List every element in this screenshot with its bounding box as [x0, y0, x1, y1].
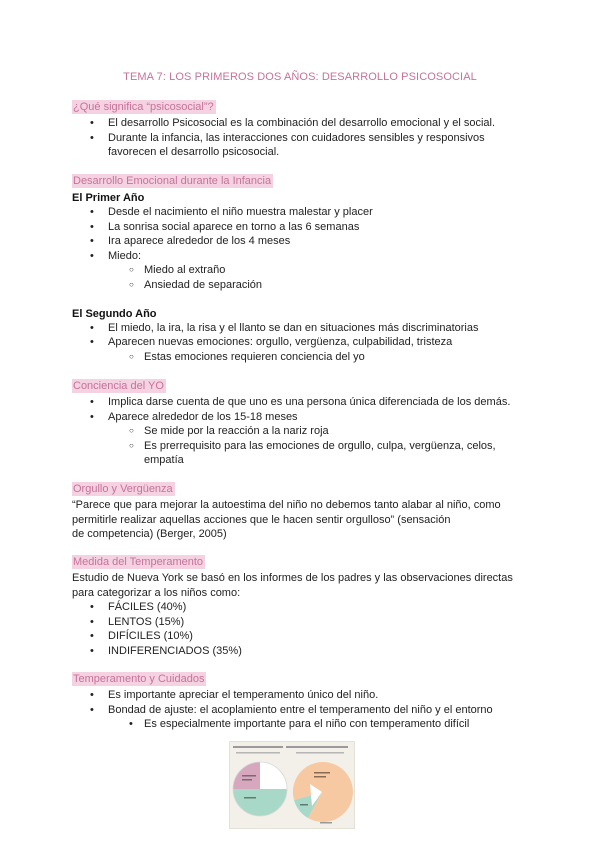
list-item: • Es importante apreciar el temperamento único del niño.: [72, 688, 493, 703]
section-psicosocial: [72, 100, 495, 160]
page-title: TEMA 7: LOS PRIMEROS DOS AÑOS: DESARROLLO PSICOSOCIAL: [123, 71, 477, 83]
list-item: • El desarrollo Psicosocial es la combinación del desarrollo emocional y el social.: [72, 116, 495, 131]
subheading: El Segundo Año: [72, 307, 157, 320]
figure-graphic: [230, 742, 354, 828]
list-item-continuation: favorecen el desarrollo psicosocial.: [108, 146, 280, 159]
list-item: • FÁCILES (40%): [72, 600, 522, 615]
section-heading: Temperamento y Cuidados: [73, 673, 205, 685]
list-item: • Desde el nacimiento el niño muestra malestar y placer: [72, 205, 479, 220]
section-heading: Conciencia del YO: [73, 380, 164, 392]
section-conciencia-yo: [72, 379, 510, 468]
sub-list-item: ○ Estas emociones requieren conciencia del yo: [72, 350, 479, 365]
subheading: El Primer Año: [72, 192, 145, 204]
sub-list-item-continuation: empatía: [144, 454, 184, 467]
list-item: • LENTOS (15%): [72, 615, 522, 630]
list-item: • Implica darse cuenta de que uno es una persona única diferenciada de los demás.: [72, 395, 510, 410]
text-line: de competencia) (Berger, 2005): [72, 528, 227, 541]
text-line: permitirle realizar aquellas acciones que le hacen sentir orgulloso” (sensación: [72, 513, 451, 526]
section-heading: Desarrollo Emocional durante la Infancia: [73, 175, 272, 187]
text-line: Estudio de Nueva York se basó en los informes de los padres y las observaciones directas: [72, 572, 513, 584]
list-item: • Miedo:: [72, 249, 479, 264]
temperament-pie-figure: [229, 741, 355, 829]
section-heading: Orgullo y Vergüenza: [73, 483, 173, 495]
section-heading: Medida del Temperamento: [73, 556, 204, 568]
sub-list-item: ○ Miedo al extraño: [72, 263, 479, 278]
text-line: para categorizar a los niños como:: [72, 586, 241, 599]
list-item: • Aparece alrededor de los 15-18 meses: [72, 410, 510, 425]
section-orgullo-verguenza: [72, 482, 522, 542]
list-item: • El miedo, la ira, la risa y el llanto se dan en situaciones más discriminatorias: [72, 321, 479, 336]
section-desarrollo-emocional: [72, 174, 479, 364]
list-item: • DIFÍCILES (10%): [72, 629, 522, 644]
list-item: • Durante la infancia, las interacciones con cuidadores sensibles y responsivos: [72, 131, 495, 146]
sub-list-item: ○ Se mide por la reacción a la nariz roja: [72, 424, 510, 439]
sub-list-item: ○ Ansiedad de separación: [72, 278, 479, 293]
list-item: • Bondad de ajuste: el acoplamiento entre el temperamento del niño y el entorno: [72, 703, 493, 718]
quote-paragraph: [72, 498, 522, 542]
section-heading: ¿Qué significa “psicosocial”?: [73, 101, 214, 113]
list-item: • Ira aparece alrededor de los 4 meses: [72, 234, 479, 249]
section-medida-temperamento: [72, 555, 522, 659]
list-item: • La sonrisa social aparece en torno a las 6 semanas: [72, 220, 479, 235]
text-line: “Parece que para mejorar la autoestima del niño no debemos tanto alabar al niño, como: [72, 499, 501, 511]
section-temperamento-cuidados: [72, 672, 493, 732]
list-item: • INDIFERENCIADOS (35%): [72, 644, 522, 659]
sub-list-item: • Es especialmente importante para el niño con temperamento difícil: [72, 717, 493, 732]
sub-list-item: ○ Es prerrequisito para las emociones de orgullo, culpa, vergüenza, celos,: [72, 439, 510, 454]
list-item: • Aparecen nuevas emociones: orgullo, vergüenza, culpabilidad, tristeza: [72, 335, 479, 350]
intro-paragraph: [72, 571, 522, 600]
